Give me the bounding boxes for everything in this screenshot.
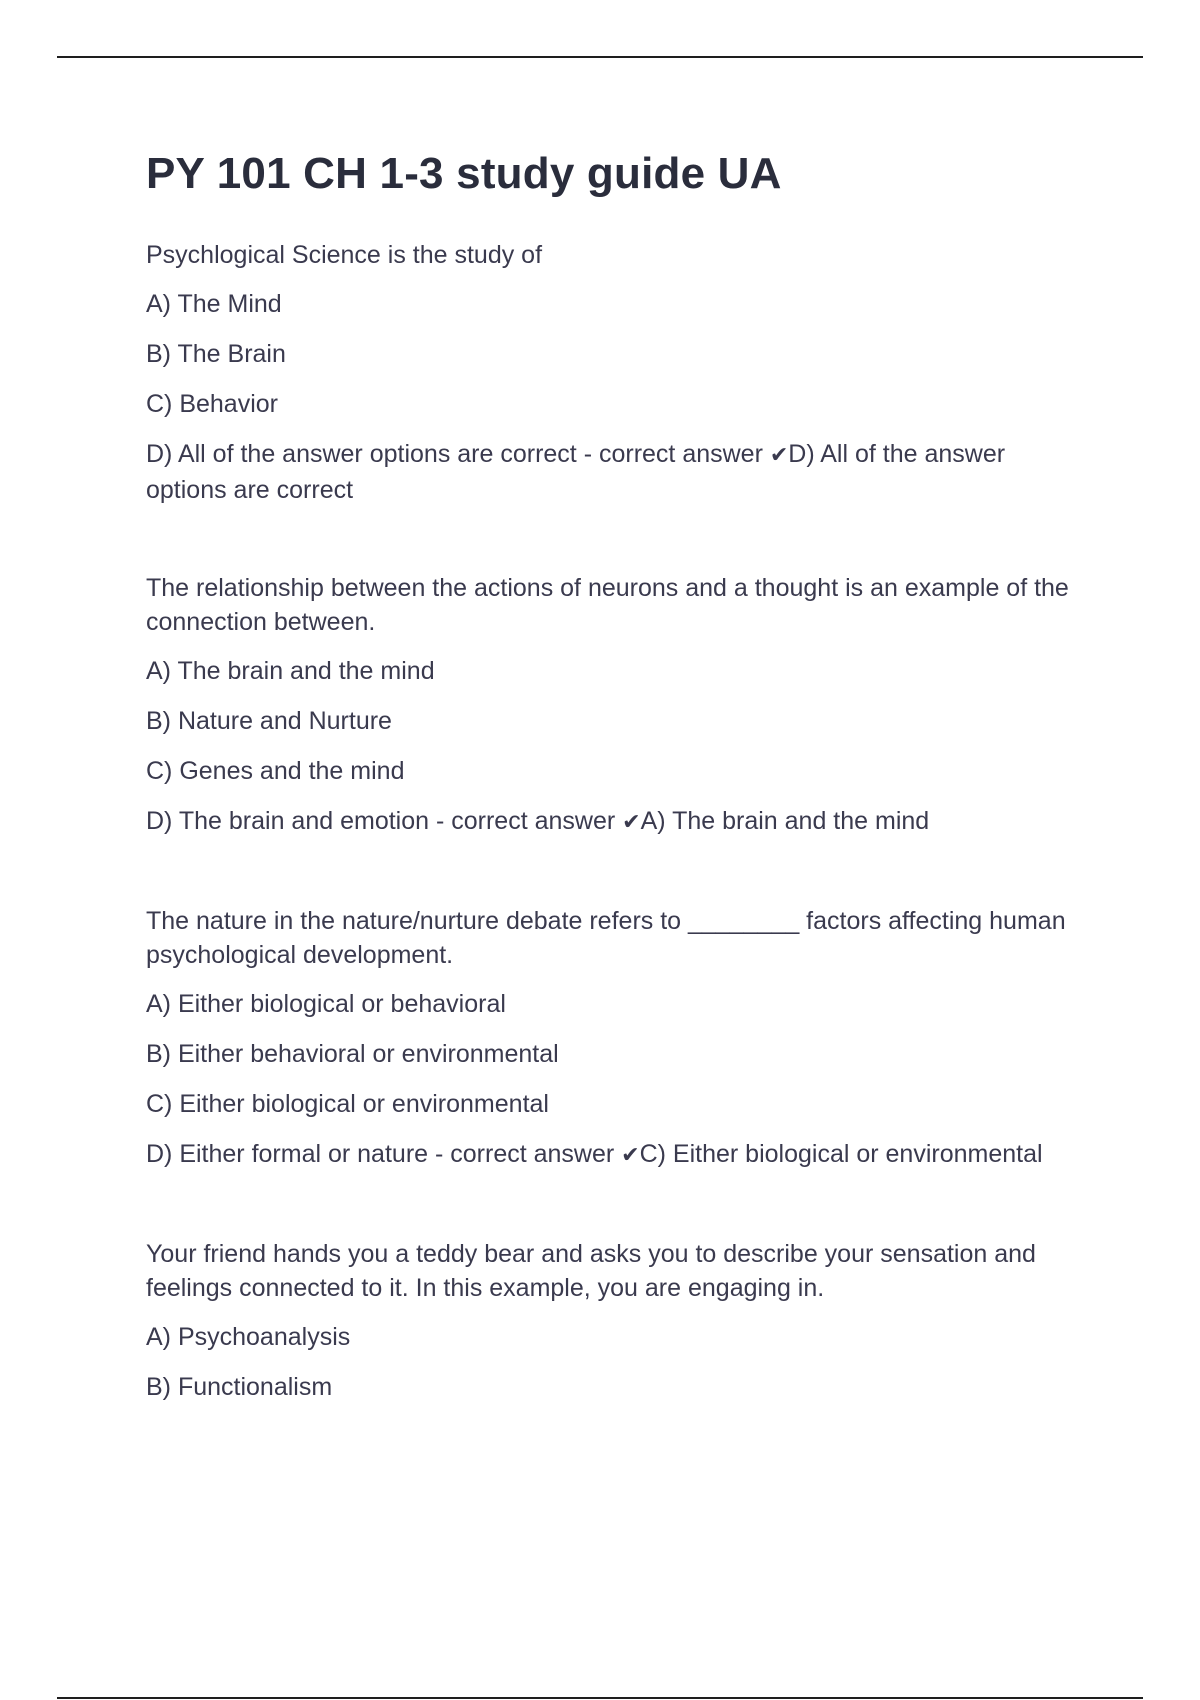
option-b: B) Functionalism — [146, 1373, 333, 1401]
option-b: B) Nature and Nurture — [146, 707, 392, 735]
option-d: D) All of the answer options are correct - correct answer — [146, 440, 770, 468]
option-b: B) The Brain — [146, 340, 286, 368]
document-title: PY 101 CH 1-3 study guide UA — [146, 149, 782, 198]
option-d-with-answer — [146, 1137, 1086, 1173]
correct-answer: D) All of the answer options are correct — [146, 440, 1006, 504]
option-d-with-answer — [146, 437, 1086, 507]
question-text: The nature in the nature/nurture debate refers to ________ factors affecting human psychological development. — [146, 907, 1066, 969]
checkmark-icon: ✔ — [621, 1143, 640, 1168]
document-body — [146, 146, 1086, 1404]
top-rule — [57, 56, 1143, 58]
checkmark-icon: ✔ — [622, 810, 641, 835]
bottom-rule — [57, 1697, 1143, 1699]
option-c: C) Genes and the mind — [146, 757, 405, 785]
question-3 — [146, 904, 1086, 1173]
question-2 — [146, 571, 1086, 840]
correct-answer: C) Either biological or environmental — [639, 1140, 1043, 1168]
question-1 — [146, 238, 1086, 507]
option-d-with-answer — [146, 804, 1086, 840]
option-a: A) The brain and the mind — [146, 657, 435, 685]
question-text: Psychlogical Science is the study of — [146, 241, 543, 269]
option-d: D) The brain and emotion - correct answer — [146, 807, 623, 835]
option-a: A) Either biological or behavioral — [146, 990, 506, 1018]
option-b: B) Either behavioral or environmental — [146, 1040, 559, 1068]
option-d: D) Either formal or nature - correct answer — [146, 1140, 622, 1168]
option-c: C) Either biological or environmental — [146, 1090, 549, 1118]
option-a: A) Psychoanalysis — [146, 1323, 351, 1351]
correct-answer: A) The brain and the mind — [640, 807, 930, 835]
option-c: C) Behavior — [146, 390, 278, 418]
option-a: A) The Mind — [146, 290, 282, 318]
question-4 — [146, 1237, 1086, 1404]
checkmark-icon: ✔ — [769, 443, 789, 468]
question-text: Your friend hands you a teddy bear and asks you to describe your sensation and feelings connected to it. In this example, you are engaging in. — [146, 1240, 1036, 1302]
question-text: The relationship between the actions of neurons and a thought is an example of the connection between. — [146, 574, 1069, 636]
